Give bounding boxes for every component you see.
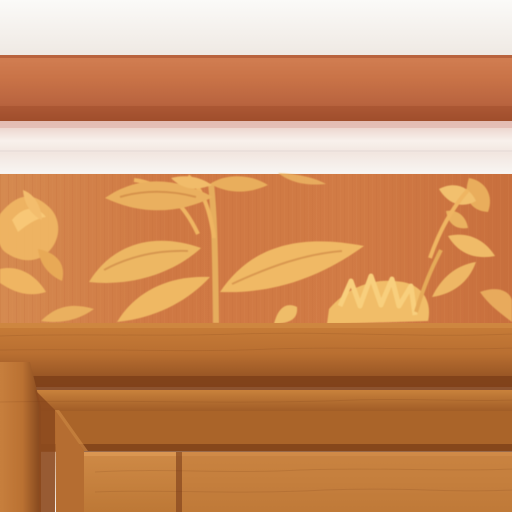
crown-molding-top-edge <box>0 55 512 58</box>
crown-molding-lower-shadow <box>0 106 512 123</box>
white-trim-line <box>0 150 512 152</box>
door-head-casing-highlight <box>0 323 512 328</box>
ceiling <box>0 0 512 56</box>
door-head-casing-shadow <box>0 376 512 390</box>
door-panel-seam <box>176 452 182 512</box>
left-door-jamb <box>0 362 41 512</box>
white-trim-pink-shadow <box>0 121 512 128</box>
white-trim <box>0 121 512 173</box>
door-right-panel <box>182 452 512 512</box>
